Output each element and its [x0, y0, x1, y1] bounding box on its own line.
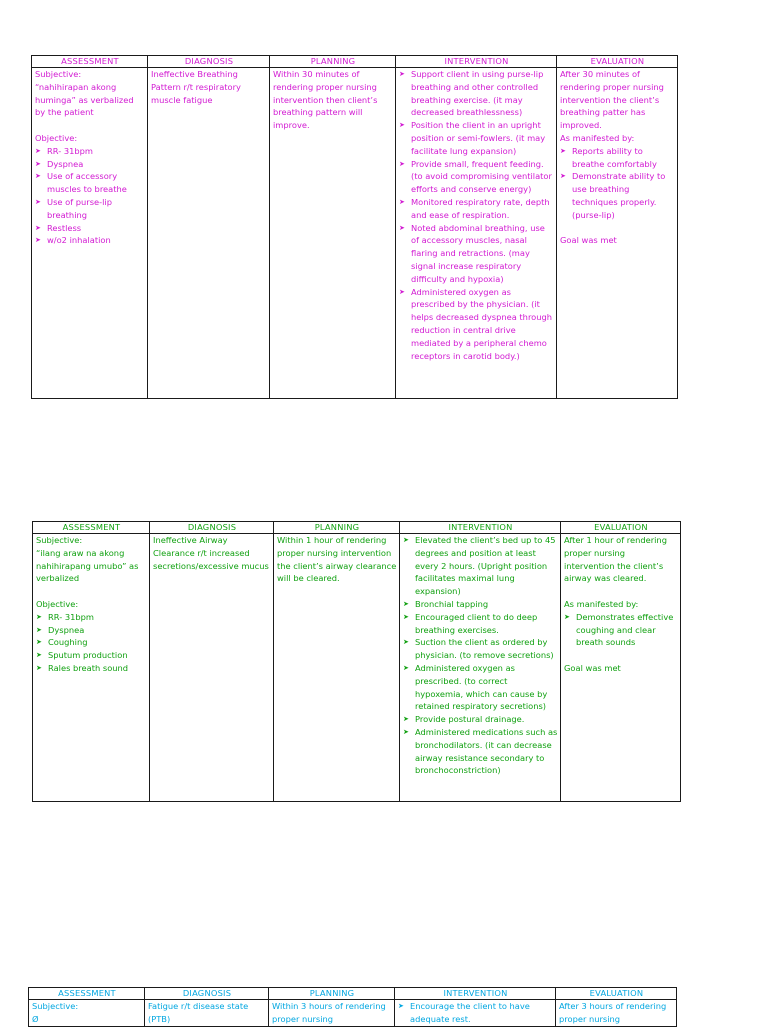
evaluation-cell — [556, 1000, 677, 1027]
header-evaluation: EVALUATION — [557, 56, 678, 68]
arrowhead-bullet-icon: ➤ — [399, 287, 405, 296]
intervention-cell — [396, 68, 557, 399]
plan-row — [33, 534, 681, 802]
arrowhead-bullet-icon: ➤ — [36, 663, 42, 672]
intervention-cell — [400, 534, 561, 802]
header-diagnosis: DIAGNOSIS — [150, 522, 274, 534]
objective-item: ➤ Use of purse-lip breathing — [35, 196, 113, 220]
arrowhead-bullet-icon: ➤ — [399, 70, 405, 78]
planning-cell — [269, 1000, 395, 1027]
arrowhead-bullet-icon: ➤ — [403, 612, 409, 621]
objective-item: ➤ RR- 31bpm — [36, 611, 94, 622]
intervention-item: ➤ Suction the client as ordered by physician. (to remove secretions) — [403, 637, 554, 661]
evaluation-text: After 30 minutes of rendering proper nursing intervention the client’s breathing patter has improved. — [560, 69, 664, 131]
header-planning: PLANNING — [270, 56, 396, 68]
header-diagnosis: DIAGNOSIS — [145, 988, 269, 1000]
planning-text: Within 30 minutes of rendering proper nursing intervention then client’s breathing pattern will improve. — [273, 69, 378, 131]
subjective-label: Subjective: — [36, 535, 83, 545]
subjective-text: “ilang araw na akong nahihirapang umubo” as verbalized — [36, 547, 139, 584]
arrowhead-bullet-icon: ➤ — [399, 159, 405, 168]
header-assessment: ASSESSMENT — [32, 56, 148, 68]
intervention-item: ➤ Encouraged client to do deep breathing exercises. — [403, 611, 538, 635]
objective-item: ➤ RR- 31bpm — [35, 145, 93, 156]
arrowhead-bullet-icon: ➤ — [36, 612, 42, 621]
arrowhead-bullet-icon: ➤ — [403, 638, 409, 647]
arrowhead-bullet-icon: ➤ — [399, 223, 405, 232]
arrowhead-bullet-icon: ➤ — [399, 121, 405, 130]
arrowhead-bullet-icon: ➤ — [35, 223, 41, 232]
arrowhead-bullet-icon: ➤ — [403, 663, 409, 672]
assessment-cell — [33, 534, 150, 802]
intervention-item: ➤ Provide small, frequent feeding. (to avoid compromising ventilator efforts and conserve energy) — [399, 158, 552, 195]
intervention-item: ➤ Provide postural drainage. — [403, 714, 525, 725]
diagnosis-cell — [148, 68, 270, 399]
arrowhead-bullet-icon: ➤ — [35, 236, 41, 245]
objective-item: ➤ Coughing — [36, 637, 88, 648]
objective-item: ➤ Use of accessory muscles to breathe — [35, 171, 127, 195]
assessment-cell — [32, 68, 148, 399]
header-row — [33, 522, 681, 534]
arrowhead-bullet-icon: ➤ — [560, 172, 566, 181]
arrowhead-bullet-icon: ➤ — [398, 1002, 404, 1010]
diagnosis-text: Ineffective Airway Clearance r/t increased secretions/excessive mucus — [153, 535, 269, 571]
objective-item: ➤ Restless — [35, 222, 82, 233]
arrowhead-bullet-icon: ➤ — [403, 715, 409, 724]
goal-status: Goal was met — [564, 662, 621, 673]
evaluation-text: After 1 hour of rendering proper nursing intervention the client’s airway was cleared. — [564, 535, 667, 584]
header-row — [29, 988, 677, 1000]
arrowhead-bullet-icon: ➤ — [403, 599, 409, 608]
objective-item: ➤ Rales breath sound — [36, 662, 129, 673]
intervention-item: ➤ Encourage the client to have adequate rest. — [398, 1001, 530, 1024]
diagnosis-cell — [150, 534, 274, 802]
planning-text: Within 1 hour of rendering proper nursing intervention the client’s airway clearance will be cleared. — [277, 535, 397, 584]
arrowhead-bullet-icon: ➤ — [36, 625, 42, 634]
evaluation-cell — [561, 534, 681, 802]
intervention-item: ➤ Monitored respiratory rate, depth and ease of respiration. — [399, 196, 550, 220]
arrowhead-bullet-icon: ➤ — [564, 612, 570, 621]
intervention-item: ➤ Administered oxygen as prescribed by the physician. (it helps decreased dyspnea through reduction in central drive mediated by a peripheral chemo receptors in carotid body.) — [399, 286, 553, 361]
header-assessment: ASSESSMENT — [33, 522, 150, 534]
planning-cell — [274, 534, 400, 802]
intervention-item: ➤ Bronchial tapping — [403, 598, 489, 609]
evaluation-cell — [557, 68, 678, 399]
header-intervention: INTERVENTION — [396, 56, 557, 68]
manifested-item: ➤ Reports ability to breathe comfortably — [560, 145, 657, 169]
header-evaluation: EVALUATION — [556, 988, 677, 1000]
arrowhead-bullet-icon: ➤ — [36, 651, 42, 660]
arrowhead-bullet-icon: ➤ — [403, 536, 409, 544]
header-diagnosis: DIAGNOSIS — [148, 56, 270, 68]
arrowhead-bullet-icon: ➤ — [35, 172, 41, 181]
manifested-item: ➤ Demonstrate ability to use breathing techniques properly. (purse-lip) — [560, 171, 666, 220]
arrowhead-bullet-icon: ➤ — [35, 146, 41, 155]
arrowhead-bullet-icon: ➤ — [399, 197, 405, 206]
plan-row — [29, 1000, 677, 1027]
diagnosis-cell — [145, 1000, 269, 1027]
arrowhead-bullet-icon: ➤ — [35, 197, 41, 206]
header-planning: PLANNING — [269, 988, 395, 1000]
goal-status: Goal was met — [560, 235, 617, 246]
objective-item: ➤ Sputum production — [36, 650, 128, 661]
header-evaluation: EVALUATION — [561, 522, 681, 534]
plan-row — [32, 68, 678, 399]
arrowhead-bullet-icon: ➤ — [35, 159, 41, 168]
manifested-list — [560, 145, 675, 222]
objective-item: ➤ w/o2 inhalation — [35, 235, 111, 246]
intervention-list — [398, 1000, 553, 1026]
intervention-list — [403, 534, 558, 777]
evaluation-text: After 3 hours of rendering proper nursing — [559, 1001, 667, 1024]
header-planning: PLANNING — [274, 522, 400, 534]
intervention-item: ➤ Support client in using purse-lip breathing and other controlled breathing exercise. (it may decreased breathlessness) — [399, 69, 544, 118]
care-plan-table-3 — [28, 987, 677, 1027]
objective-list — [35, 145, 145, 247]
assessment-cell — [29, 1000, 145, 1027]
subjective-text: Ø — [32, 1013, 39, 1024]
arrowhead-bullet-icon: ➤ — [403, 727, 409, 736]
diagnosis-text: Fatigue r/t disease state (PTB) — [148, 1001, 249, 1024]
objective-item: ➤ Dyspnea — [36, 624, 85, 635]
header-row — [32, 56, 678, 68]
intervention-cell — [395, 1000, 556, 1027]
planning-cell — [270, 68, 396, 399]
header-intervention: INTERVENTION — [400, 522, 561, 534]
header-intervention: INTERVENTION — [395, 988, 556, 1000]
arrowhead-bullet-icon: ➤ — [560, 146, 566, 155]
care-plan-table-1 — [31, 55, 678, 399]
care-plan-table-2 — [32, 521, 681, 802]
objective-label: Objective: — [35, 132, 78, 143]
intervention-list — [399, 68, 554, 362]
objective-list — [36, 611, 147, 675]
manifested-label: As manifested by: — [560, 132, 635, 143]
objective-item: ➤ Dyspnea — [35, 158, 84, 169]
header-assessment: ASSESSMENT — [29, 988, 145, 1000]
intervention-item: ➤ Position the client in an upright position or semi-fowlers. (it may facilitate lung expansion) — [399, 120, 546, 156]
manifested-label: As manifested by: — [564, 598, 639, 609]
subjective-label: Subjective: — [32, 1001, 79, 1011]
intervention-item: ➤ Elevated the client’s bed up to 45 degrees and position at least every 2 hours. (Upright position facilitates maximal lung expansion) — [403, 535, 556, 597]
manifested-list — [564, 611, 678, 649]
arrowhead-bullet-icon: ➤ — [36, 638, 42, 647]
intervention-item: ➤ Administered medications such as bronchodilators. (it can decrease airway resistance secondary to bronchoconstriction) — [403, 726, 558, 776]
objective-label: Objective: — [36, 598, 79, 609]
intervention-item: ➤ Noted abdominal breathing, use of accessory muscles, nasal flaring and retractions. (may signal increase respiratory difficulty and hypoxia) — [399, 222, 545, 284]
diagnosis-text: Ineffective Breathing Pattern r/t respiratory muscle fatigue — [151, 69, 241, 105]
subjective-text: “nahihirapan akong huminga” as verbalized by the patient — [35, 81, 134, 118]
subjective-label: Subjective: — [35, 69, 82, 79]
manifested-item: ➤ Demonstrates effective coughing and clear breath sounds — [564, 611, 674, 648]
intervention-item: ➤ Administered oxygen as prescribed. (to correct hypoxemia, which can cause by retained respiratory secretions) — [403, 662, 548, 712]
planning-text: Within 3 hours of rendering proper nursing — [272, 1001, 386, 1024]
